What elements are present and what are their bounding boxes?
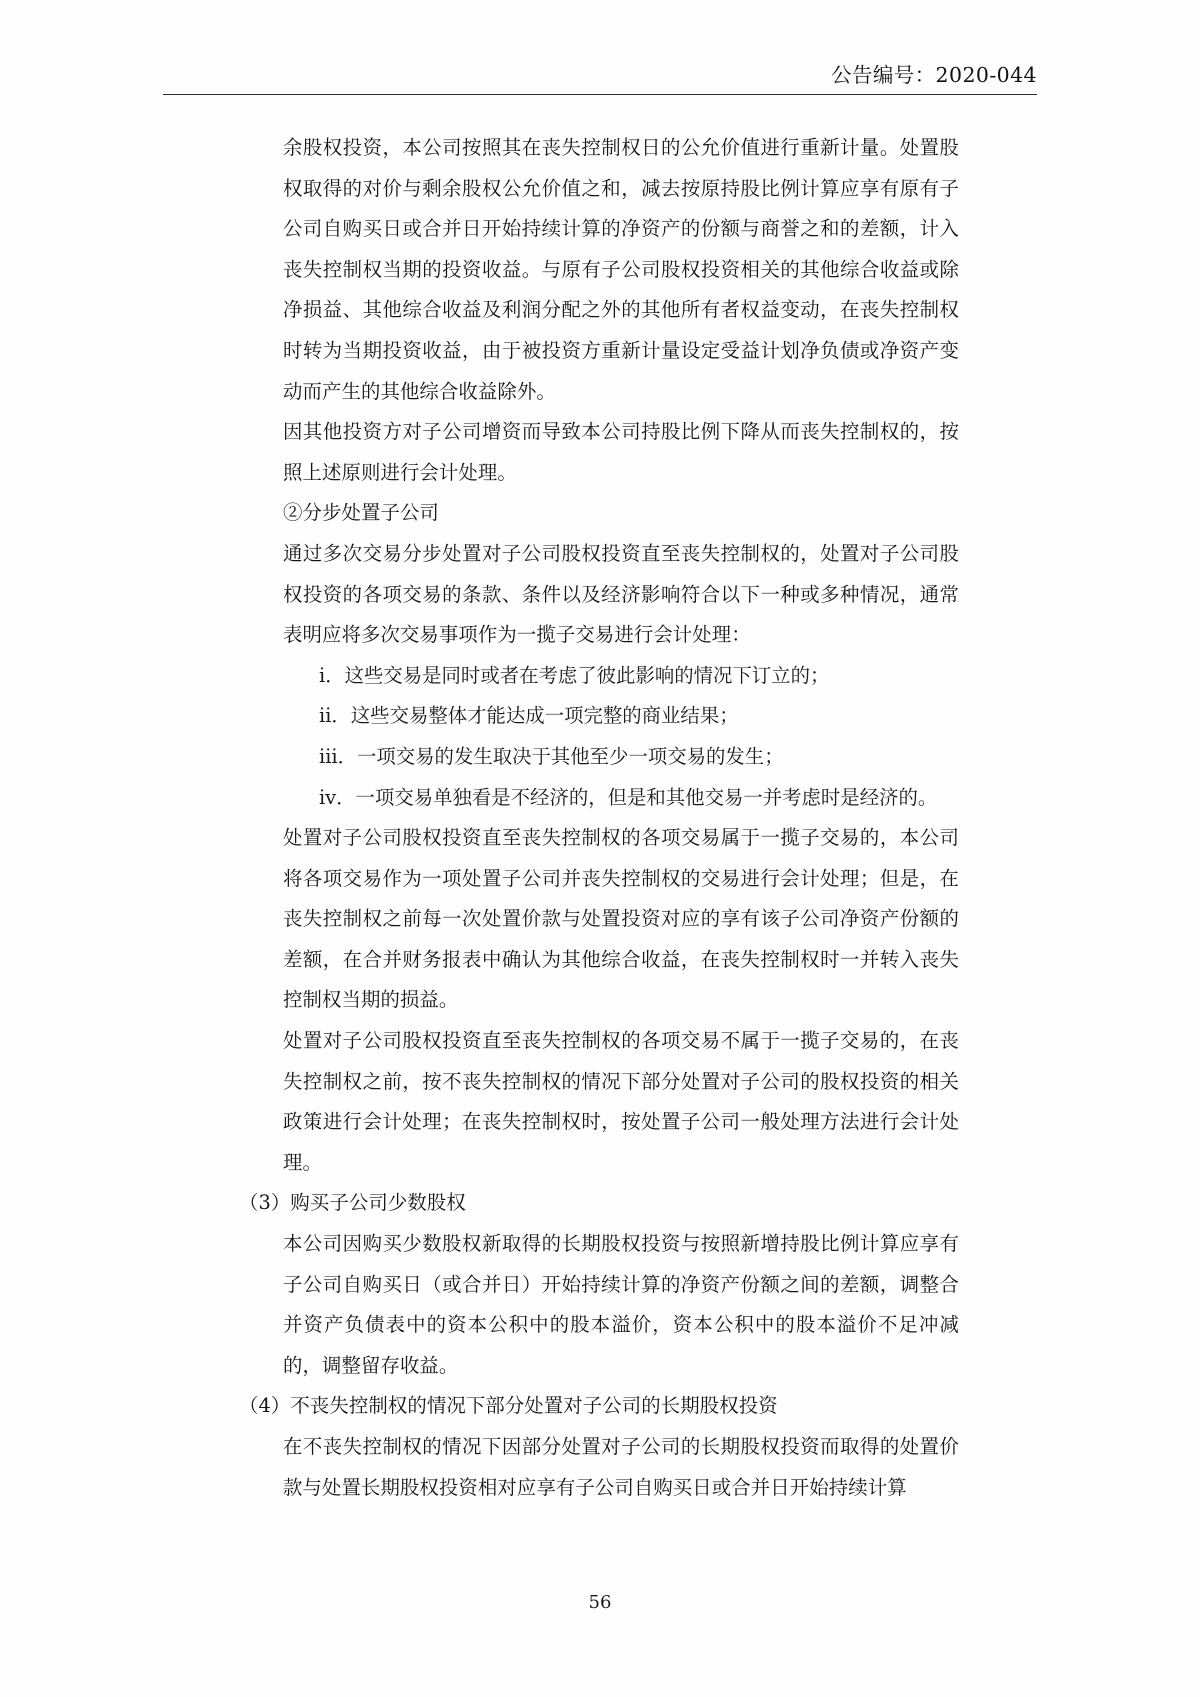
section-text-partial-disposal: 在不丧失控制权的情况下因部分处置对子公司的长期股权投资而取得的处置价款与处置长期股权投资相对应享有子公司自购买日或合并日开始持续计算 [283, 1435, 959, 1499]
list-item-text: 这些交易是同时或者在考虑了彼此影响的情况下订立的； [344, 663, 830, 687]
section-heading-partial-disposal: （4）不丧失控制权的情况下部分处置对子公司的长期股权投资 [239, 1394, 778, 1418]
list-marker: ⅲ． [319, 744, 357, 768]
announcement-number: 公告编号：2020-044 [831, 63, 1037, 87]
page-header [163, 58, 1037, 104]
page-content [239, 128, 959, 1508]
list-item-text: 这些交易整体才能达成一项完整的商业结果； [350, 704, 739, 728]
paragraph-package-transaction-yes: 处置对子公司股权投资直至丧失控制权的各项交易属于一揽子交易的，本公司将各项交易作为一项处置子公司并丧失控制权的交易进行会计处理；但是，在丧失控制权之前每一次处置价款与处置投资对应的享有该子公司净资产份额的差额，在合并财务报表中确认为其他综合收益，在丧失控制权时一并转入丧失控制权当期的损益。 [283, 826, 959, 1012]
subsection-heading-stepwise-disposal: ②分步处置子公司 [283, 501, 439, 525]
page-number: 56 [588, 1592, 612, 1613]
list-item [283, 737, 959, 778]
list-item-text: 一项交易单独看是不经济的，但是和其他交易一并考虑时是经济的。 [355, 785, 938, 809]
list-item [283, 656, 959, 697]
section-heading-minority-interest: （3）购买子公司少数股权 [239, 1191, 466, 1215]
list-item [283, 778, 959, 819]
paragraph-package-transaction-no: 处置对子公司股权投资直至丧失控制权的各项交易不属于一揽子交易的，在丧失控制权之前，按不丧失控制权的情况下部分处置对子公司的股权投资的相关政策进行会计处理；在丧失控制权时，按处置子公司一般处理方法进行会计处理。 [283, 1029, 959, 1174]
paragraph-continuation: 余股权投资，本公司按照其在丧失控制权日的公允价值进行重新计量。处置股权取得的对价与剩余股权公允价值之和，减去按原持股比例计算应享有原有子公司自购买日或合并日开始持续计算的净资产的份额与商誉之和的差额，计入丧失控制权当期的投资收益。与原有子公司股权投资相关的其他综合收益或除净损益、其他综合收益及利润分配之外的其他所有者权益变动，在丧失控制权时转为当期投资收益，由于被投资方重新计量设定受益计划净负债或净资产变动而产生的其他综合收益除外。 [283, 136, 959, 403]
list-item-text: 一项交易的发生取决于其他至少一项交易的发生； [357, 744, 784, 768]
list-item [283, 696, 959, 737]
list-marker: ⅳ． [319, 785, 356, 809]
header-divider [163, 94, 1037, 95]
list-marker: ⅱ． [319, 704, 351, 728]
paragraph-capital-increase: 因其他投资方对子公司增资而导致本公司持股比例下降从而丧失控制权的，按照上述原则进行会计处理。 [283, 420, 959, 484]
paragraph-package-transaction-intro: 通过多次交易分步处置对子公司股权投资直至丧失控制权的，处置对子公司股权投资的各项交易的条款、条件以及经济影响符合以下一种或多种情况，通常表明应将多次交易事项作为一揽子交易进行会计处理： [283, 541, 959, 647]
list-marker: ⅰ． [319, 663, 345, 687]
section-text-minority-interest: 本公司因购买少数股权新取得的长期股权投资与按照新增持股比例计算应享有子公司自购买日（或合并日）开始持续计算的净资产份额之间的差额，调整合并资产负债表中的资本公积中的股本溢价，资本公积中的股本溢价不足冲减的，调整留存收益。 [283, 1232, 959, 1377]
